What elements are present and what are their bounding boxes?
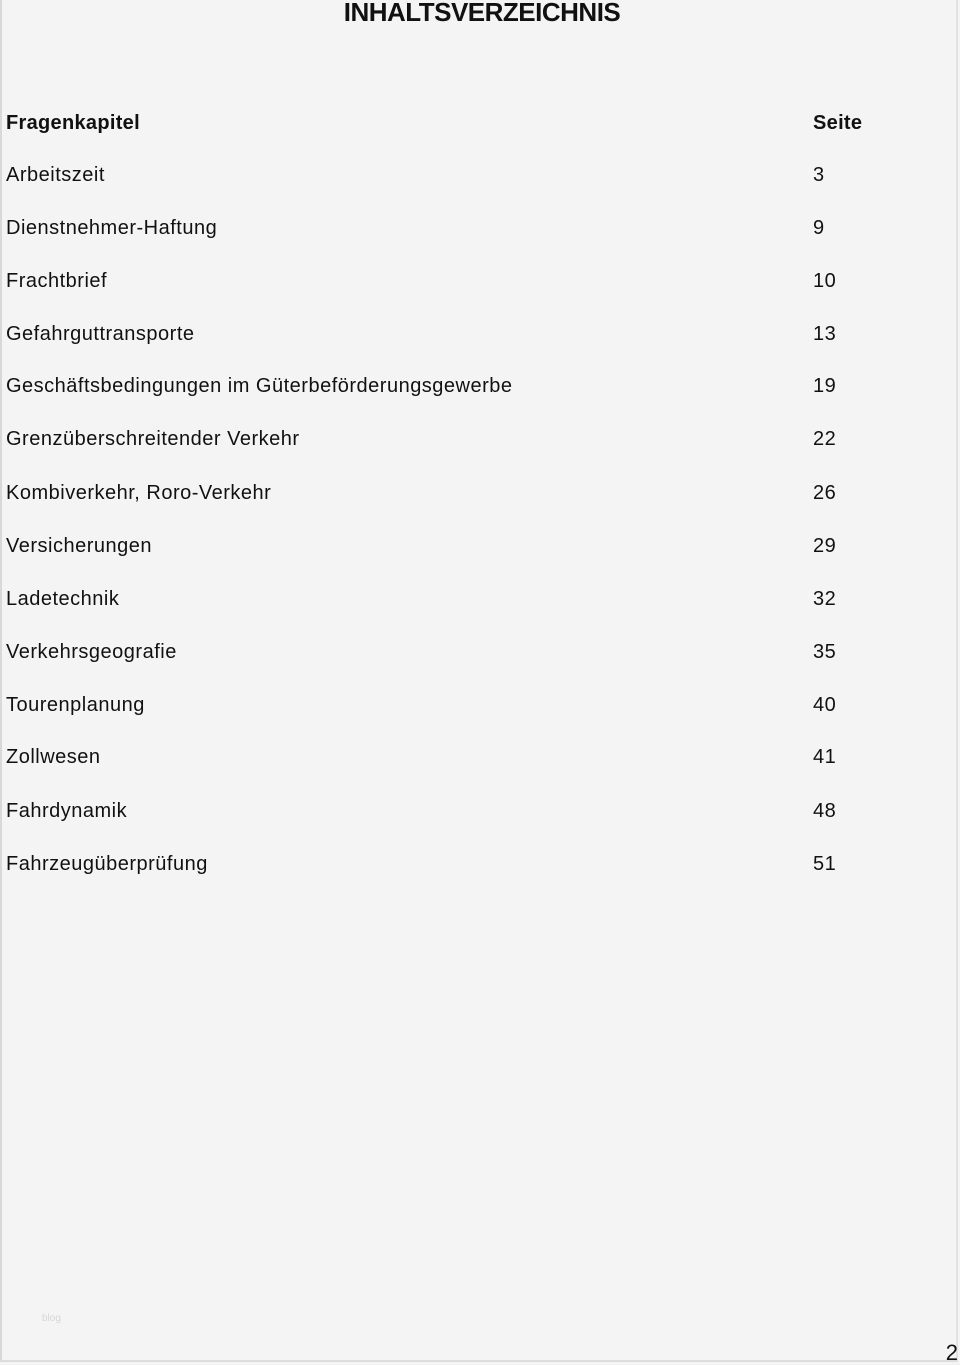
toc-entry-page: 26 bbox=[813, 482, 837, 504]
watermark: blog bbox=[42, 1313, 61, 1324]
toc-entry-chapter: Dienstnehmer-Haftung bbox=[6, 217, 218, 239]
toc-entry-chapter: Arbeitszeit bbox=[6, 164, 105, 186]
toc-entry bbox=[6, 424, 906, 454]
toc-entry-page: 22 bbox=[813, 428, 837, 450]
toc-entry-chapter: Kombiverkehr, Roro-Verkehr bbox=[6, 482, 272, 504]
toc-entry bbox=[6, 690, 906, 720]
toc-entry-page: 19 bbox=[813, 375, 837, 397]
toc-entry bbox=[6, 742, 906, 772]
toc-entry bbox=[6, 160, 906, 190]
toc-entry-page: 35 bbox=[813, 641, 837, 663]
toc-entry-chapter: Versicherungen bbox=[6, 535, 152, 557]
toc-entry bbox=[6, 531, 906, 561]
toc-entry bbox=[6, 849, 906, 879]
toc-entry-chapter: Ladetechnik bbox=[6, 588, 120, 610]
toc-entry-chapter: Frachtbrief bbox=[6, 270, 108, 292]
toc-entry-chapter: Fahrdynamik bbox=[6, 800, 128, 822]
toc-entry bbox=[6, 213, 906, 243]
toc-entry-page: 9 bbox=[813, 217, 825, 239]
toc-entry bbox=[6, 371, 906, 401]
toc-entry-chapter: Verkehrsgeografie bbox=[6, 641, 177, 663]
toc-entry-page: 40 bbox=[813, 694, 837, 716]
toc-entry-chapter: Tourenplanung bbox=[6, 694, 145, 716]
toc-entry-page: 3 bbox=[813, 164, 825, 186]
toc-entry-page: 13 bbox=[813, 323, 837, 345]
toc-entry-page: 29 bbox=[813, 535, 837, 557]
toc-entry-page: 48 bbox=[813, 800, 837, 822]
toc-entry bbox=[6, 478, 906, 508]
toc-header-row bbox=[6, 108, 906, 138]
toc-entry-page: 51 bbox=[813, 853, 837, 875]
page-number: 2 bbox=[945, 1340, 958, 1365]
toc-entry-page: 32 bbox=[813, 588, 837, 610]
page-title: INHALTSVERZEICHNIS bbox=[343, 0, 621, 27]
toc-entry bbox=[6, 266, 906, 296]
toc-entry-chapter: Grenzüberschreitender Verkehr bbox=[6, 428, 300, 450]
toc-entry bbox=[6, 637, 906, 667]
header-chapter: Fragenkapitel bbox=[6, 112, 140, 134]
toc-entry bbox=[6, 584, 906, 614]
toc-entry bbox=[6, 796, 906, 826]
toc-entry-chapter: Gefahrguttransporte bbox=[6, 323, 195, 345]
toc-entry-page: 10 bbox=[813, 270, 837, 292]
toc-entry-page: 41 bbox=[813, 746, 837, 768]
header-page: Seite bbox=[813, 112, 863, 134]
toc-entry-chapter: Fahrzeugüberprüfung bbox=[6, 853, 208, 875]
toc-entry-chapter: Zollwesen bbox=[6, 746, 101, 768]
toc-entry bbox=[6, 319, 906, 349]
toc-entry-chapter: Geschäftsbedingungen im Güterbeförderungsgewerbe bbox=[6, 375, 513, 397]
